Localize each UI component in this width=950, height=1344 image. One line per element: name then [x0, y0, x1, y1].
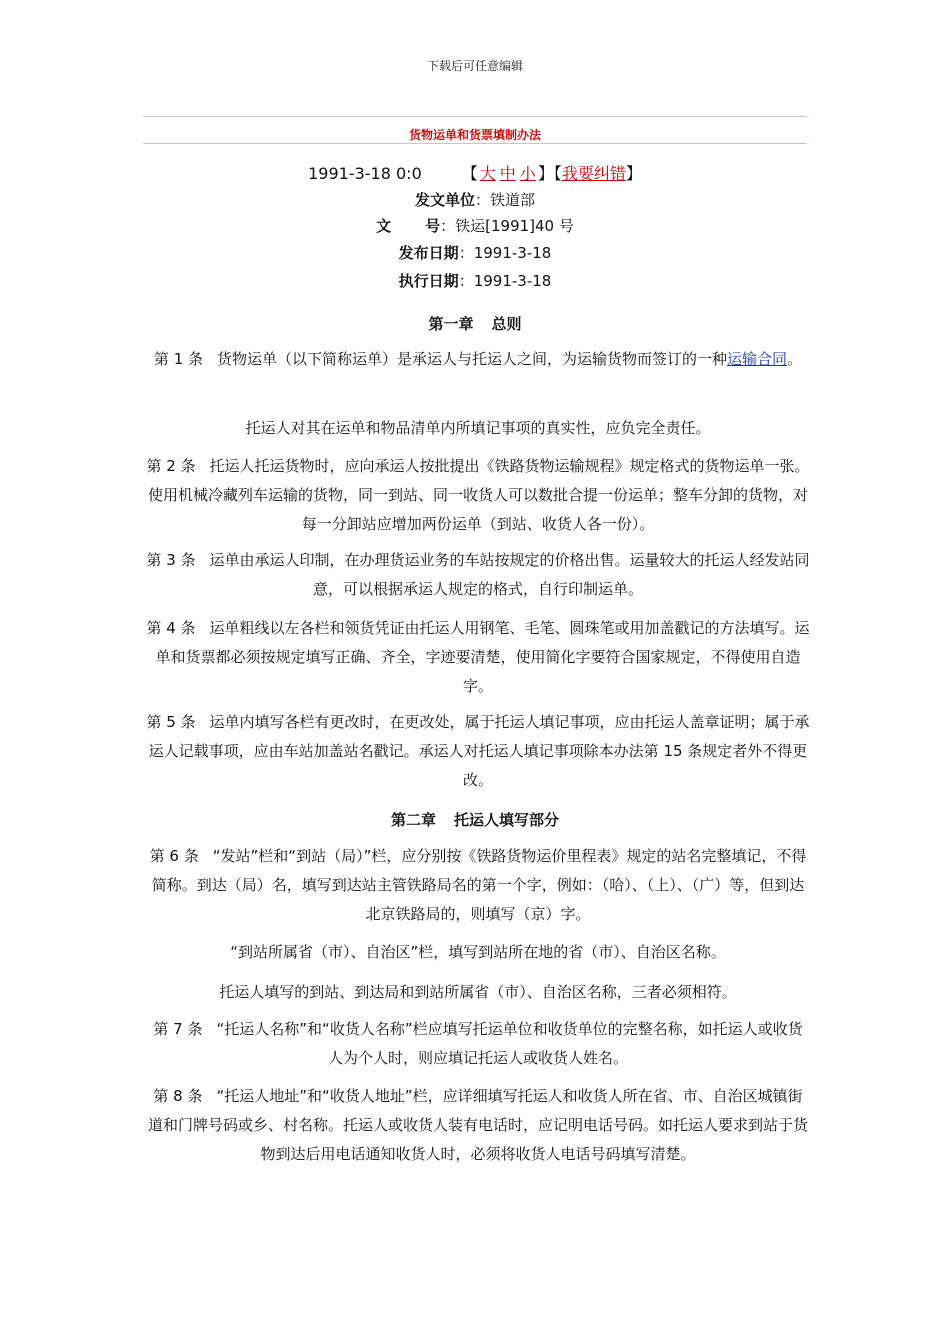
- docno-value: ：铁运[1991]40 号: [440, 217, 574, 235]
- docno-label-b: 号: [425, 217, 441, 235]
- chapter-1-title: 总则: [491, 315, 522, 333]
- article-3-text: 运单由承运人印制，在办理货运业务的车站按规定的价格出售。运量较大的托运人经发站同意，可以根据承运人规定的格式，自行印制运单。: [209, 551, 810, 598]
- article-8: [146, 1082, 810, 1169]
- chapter-1-heading: [0, 313, 950, 334]
- article-4-text: 运单粗线以左各栏和领货凭证由托运人用钢笔、毛笔、圆珠笔或用加盖戳记的方法填写。运单和货票都必须按规定填写正确、齐全，字迹要清楚，使用简化字要符合国家规定，不得使用自造字。: [155, 619, 810, 695]
- effective-label: 执行日期: [398, 272, 459, 290]
- article-5: [146, 708, 810, 795]
- publish-label: 发布日期: [398, 244, 459, 262]
- article-4-number: 第 4 条: [146, 619, 196, 637]
- article-4: [146, 614, 810, 701]
- font-size-large-link[interactable]: 大: [479, 164, 496, 183]
- article-7-text: “托运人名称”和“收货人名称”栏应填写托运单位和收货单位的完整名称，如托运人或收货人为个人时，则应填记托运人或收货人姓名。: [216, 1020, 803, 1067]
- article-1: [146, 345, 810, 374]
- size-bracket-open: 【: [461, 164, 478, 183]
- article-8-number: 第 8 条: [153, 1087, 203, 1105]
- article-7-number: 第 7 条: [153, 1020, 203, 1038]
- meta-docno-line: [0, 215, 950, 236]
- article-6: [146, 842, 810, 929]
- chapter-2-number: 第二章: [390, 811, 436, 829]
- article-1-para-2: 托运人对其在运单和物品清单内所填记事项的真实性，应负完全责任。: [245, 419, 711, 437]
- article-2-number: 第 2 条: [146, 457, 196, 475]
- article-1-end: 。: [787, 350, 803, 368]
- article-6-para-3: 托运人填写的到站、到达局和到站所属省（市）、自治区名称，三者必须相符。: [219, 983, 737, 1001]
- title-rule-top: [143, 116, 806, 117]
- publish-datetime: 1991-3-18 0:0: [308, 164, 422, 183]
- document-title: 货物运单和货票填制办法: [408, 128, 541, 142]
- transport-contract-link[interactable]: 运输合同: [727, 350, 788, 368]
- article-2-text: 托运人托运货物时，应向承运人按批提出《铁路货物运输规程》规定格式的货物运单一张。使用机械冷藏列车运输的货物，同一到站、同一收货人可以数批合提一份运单；整车分卸的货物，对每一分卸站应增加两份运单（到站、收货人各一份）。: [147, 457, 810, 533]
- article-3: [146, 546, 810, 604]
- article-5-number: 第 5 条: [146, 713, 196, 731]
- chapter-2-title: 托运人填写部分: [454, 811, 560, 829]
- article-8-text: “托运人地址”和“收货人地址”栏，应详细填写托运人和收货人所在省、市、自治区城镇街道和门牌号码或乡、村名称。托运人或收货人装有电话时，应记明电话号码。如托运人要求到站于货物到达后用电话通知收货人时，必须将收货人电话号码填写清楚。: [147, 1087, 808, 1163]
- download-note: 下载后可任意编辑: [426, 59, 523, 73]
- article-6-text: “发站”栏和“到站（局）”栏，应分别按《铁路货物运价里程表》规定的站名完整填记，不得简称。到达（局）名，填写到达站主管铁路局名的第一个字，例如：（哈）、（上）、（广）等，但到达北京铁路局的，则填写（京）字。: [151, 847, 807, 923]
- chapter-2-heading: [0, 809, 950, 830]
- title-rule-bottom: [143, 143, 806, 144]
- size-bracket-close: 】: [537, 164, 554, 183]
- meta-datetime-line: [0, 161, 950, 184]
- report-bracket-open: 【: [553, 164, 562, 183]
- issuer-value: ：铁道部: [475, 191, 536, 209]
- article-6-number: 第 6 条: [149, 847, 199, 865]
- effective-value: ：1991-3-18: [458, 272, 552, 290]
- chapter-1-number: 第一章: [428, 315, 474, 333]
- meta-publish-line: [0, 242, 950, 263]
- article-6-para-2: “到站所属省（市）、自治区”栏，填写到站所在地的省（市）、自治区名称。: [230, 943, 726, 961]
- article-1-text: 货物运单（以下简称运单）是承运人与托运人之间，为运输货物而签订的一种: [217, 350, 728, 368]
- meta-effective-line: [0, 270, 950, 291]
- issuer-label: 发文单位: [414, 191, 475, 209]
- publish-value: ：1991-3-18: [458, 244, 552, 262]
- article-3-number: 第 3 条: [146, 551, 196, 569]
- article-7: [146, 1015, 810, 1073]
- docno-label-a: 文: [376, 217, 392, 235]
- report-error-link[interactable]: 我要纠错: [561, 164, 626, 183]
- font-size-medium-link[interactable]: 中: [499, 164, 516, 183]
- article-1-number: 第 1 条: [153, 350, 204, 368]
- font-size-small-link[interactable]: 小: [519, 164, 536, 183]
- report-bracket-close: 】: [625, 164, 642, 183]
- article-2: [146, 452, 810, 539]
- article-5-text: 运单内填写各栏有更改时，在更改处，属于托运人填记事项，应由托运人盖章证明；属于承运人记载事项，应由车站加盖站名戳记。承运人对托运人填记事项除本办法第 15 条规定者外不得更改。: [148, 713, 810, 789]
- meta-issuer-line: [0, 189, 950, 210]
